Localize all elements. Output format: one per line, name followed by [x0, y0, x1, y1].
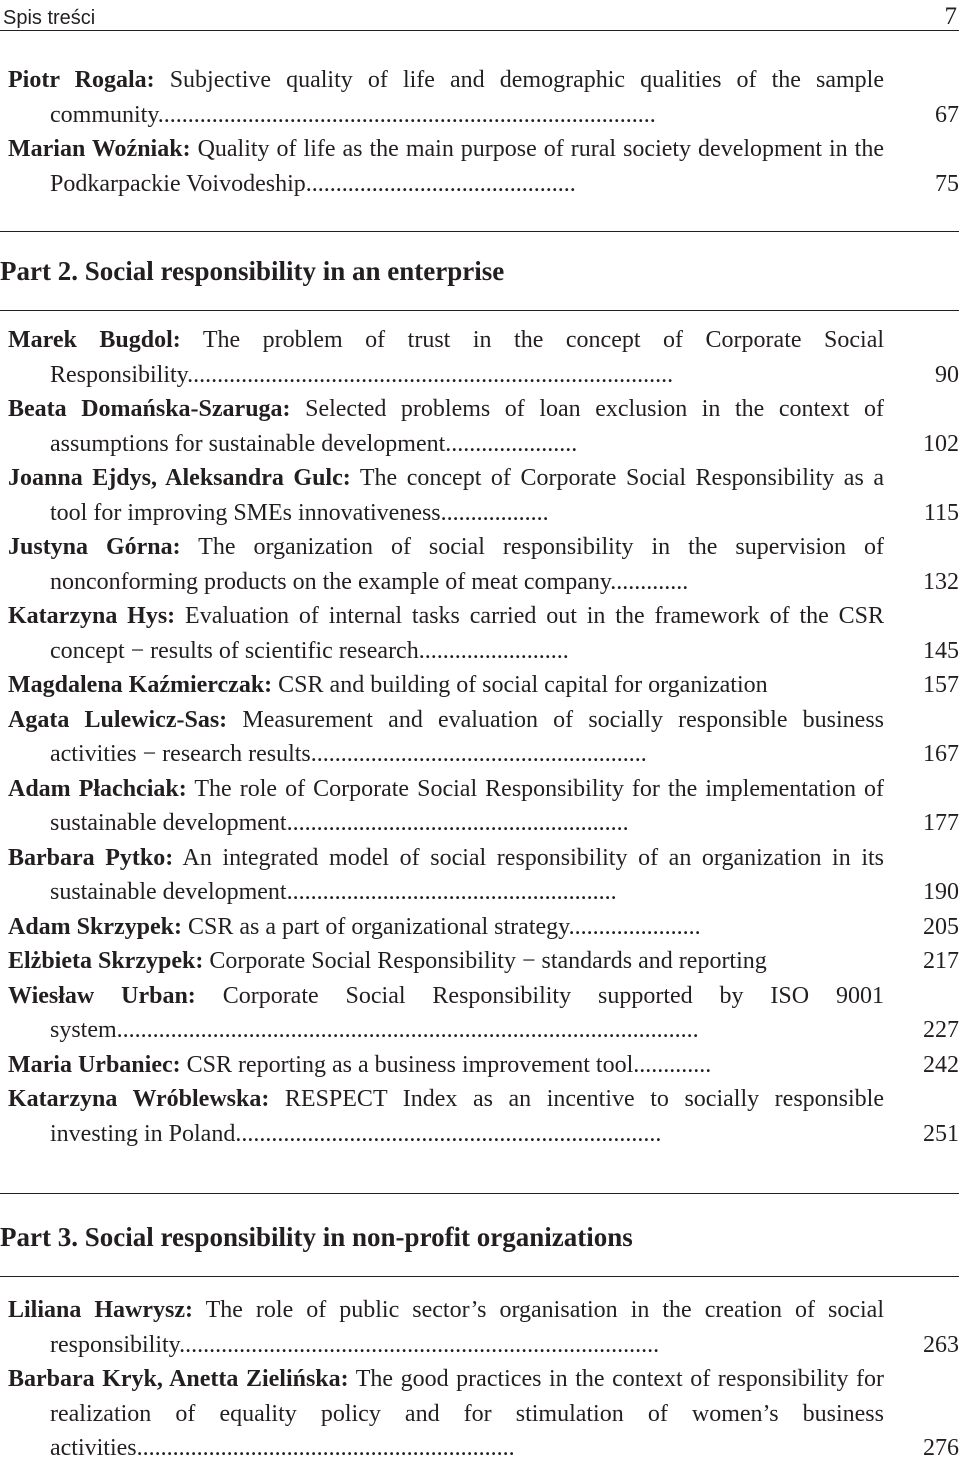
part-3-entries — [8, 1293, 959, 1466]
entry-title: The problem of trust in the concept of Corporate Social Responsibility — [50, 327, 885, 388]
entry-page: 157 — [923, 672, 959, 698]
toc-entry[interactable] — [8, 1082, 959, 1151]
entry-leader: ............................................. — [305, 170, 576, 197]
toc-entry[interactable] — [8, 132, 959, 201]
entry-title: Corporate Social Responsibility supported by ISO 9001 system — [50, 982, 884, 1043]
entry-title: CSR as a part of organizational strategy — [182, 913, 569, 940]
part-2-title: Part 2. Social responsibility in an enterprise — [0, 256, 505, 286]
entry-page: 145 — [923, 637, 959, 664]
entry-page: 263 — [923, 1331, 959, 1358]
entry-author: Adam Płachciak: — [8, 775, 187, 802]
entry-page: 75 — [935, 170, 959, 197]
entry-author: Marian Woźniak: — [8, 136, 191, 162]
entry-author: Maria Urbaniec: — [8, 1051, 181, 1078]
entry-leader: ...................... — [445, 430, 578, 457]
entry-author: Piotr Rogala: — [8, 67, 155, 93]
toc-entry[interactable] — [8, 772, 959, 841]
entry-author: Elżbieta Skrzypek: — [8, 948, 204, 974]
entry-page: 217 — [923, 948, 959, 974]
toc-entry[interactable] — [8, 530, 959, 599]
entry-leader: ......................................................... — [286, 810, 629, 836]
entry-page: 276 — [923, 1435, 959, 1461]
header-page-number: 7 — [944, 3, 957, 30]
entry-leader: ................................................................................. — [187, 361, 674, 388]
entry-title: The role of public sector’s organisation in the creation of social responsibility — [50, 1297, 885, 1358]
entry-page: 177 — [923, 810, 959, 836]
running-header — [0, 0, 959, 31]
entry-title: CSR reporting as a business improvement tool — [180, 1051, 634, 1078]
entry-author: Magdalena Kaźmierczak: — [8, 672, 273, 698]
entry-author: Marek Bugdol: — [8, 327, 181, 353]
entry-title: Measurement and evaluation of socially responsible business activities − research results — [50, 706, 884, 767]
section-divider — [0, 310, 959, 311]
toc-entry[interactable] — [8, 979, 959, 1048]
entry-author: Katarzyna Hys: — [8, 603, 176, 629]
entry-page: 227 — [923, 1017, 959, 1043]
entry-author: Barbara Kryk, Anetta Zielińska: — [8, 1366, 349, 1392]
entry-title: The concept of Corporate Social Responsibility as a tool for improving SMEs innovativeness — [50, 465, 884, 526]
entry-title: Selected problems of loan exclusion in the context of assumptions for sustainable development — [50, 396, 884, 457]
entry-leader: ................................................................................ — [179, 1331, 660, 1358]
toc-entry[interactable] — [8, 944, 959, 979]
entry-leader: ............. — [610, 568, 689, 595]
toc-entry[interactable] — [8, 910, 959, 945]
entry-page: 167 — [923, 741, 959, 767]
entry-page: 115 — [923, 499, 959, 526]
entry-title: Quality of life as the main purpose of rural society development in the Podkarpackie Voivodeship — [50, 136, 884, 197]
entry-leader: ....................................................................... — [235, 1120, 662, 1147]
toc-entry[interactable] — [8, 599, 959, 668]
entry-author: Liliana Hawrysz: — [8, 1297, 194, 1323]
toc-entry[interactable] — [8, 392, 959, 461]
section-divider — [0, 231, 959, 232]
toc-entry[interactable] — [8, 63, 959, 132]
entry-author: Barbara Pytko: — [8, 844, 174, 871]
entry-page: 251 — [923, 1120, 959, 1147]
entry-author: Joanna Ejdys, Aleksandra Gulc: — [8, 465, 351, 491]
section-divider — [0, 1276, 959, 1277]
entry-leader: ............................................................... — [136, 1435, 515, 1461]
part-2-entries — [8, 323, 959, 1151]
entry-title: The role of Corporate Social Responsibility for the implementation of sustainable development — [50, 775, 884, 836]
toc-entry[interactable] — [8, 703, 959, 772]
entry-page: 90 — [935, 361, 959, 388]
entry-title: The good practices in the context of responsibility for realization of equality policy and for stimulation of women’s business activities — [50, 1366, 884, 1461]
entry-page: 190 — [923, 879, 959, 905]
toc-entry[interactable] — [8, 461, 959, 530]
entry-author: Beata Domańska-Szaruga: — [8, 396, 291, 422]
entry-author: Wiesław Urban: — [8, 982, 196, 1009]
entry-page: 132 — [923, 568, 959, 595]
continued-entries — [8, 63, 959, 201]
entry-author: Adam Skrzypek: — [8, 913, 183, 940]
entry-leader: ........................................................ — [310, 741, 647, 767]
entry-leader: ................................................................................... — [157, 101, 656, 128]
entry-title: RESPECT Index as an incentive to socially responsible investing in Poland — [50, 1086, 884, 1147]
entry-author: Katarzyna Wróblewska: — [8, 1086, 270, 1112]
entry-author: Justyna Górna: — [8, 534, 181, 560]
toc-entry[interactable] — [8, 841, 959, 910]
entry-title: An integrated model of social responsibility of an organization in its sustainable development — [50, 844, 885, 905]
entry-leader: ....................................................... — [286, 879, 617, 905]
entry-page: 102 — [923, 430, 959, 457]
entry-title: Subjective quality of life and demographic qualities of the sample community — [50, 67, 885, 128]
entry-page: 205 — [923, 913, 959, 940]
toc-entry[interactable] — [8, 323, 959, 392]
toc-entry[interactable] — [8, 1048, 959, 1083]
entry-leader: ............. — [633, 1051, 712, 1078]
toc-entry[interactable] — [8, 1362, 959, 1466]
entry-page: 67 — [935, 101, 959, 128]
toc-entry[interactable] — [8, 668, 959, 703]
entry-title: Evaluation of internal tasks carried out in the framework of the CSR concept − results of scientific research — [50, 603, 885, 664]
section-divider — [0, 1193, 959, 1194]
header-title: Spis treści — [3, 7, 96, 29]
entry-author: Agata Lulewicz-Sas: — [8, 706, 228, 733]
entry-title: Corporate Social Responsibility − standards and reporting — [203, 948, 767, 974]
entry-title: The organization of social responsibility in the supervision of nonconforming products on the example of meat company — [50, 534, 884, 595]
entry-leader: ......................... — [418, 637, 569, 664]
entry-leader: ................................................................................................. — [116, 1017, 699, 1043]
part-3-title: Part 3. Social responsibility in non-profit organizations — [0, 1222, 633, 1252]
entry-leader: ...................... — [568, 913, 701, 940]
entry-page: 242 — [923, 1051, 959, 1078]
entry-leader: .................. — [440, 499, 549, 526]
toc-entry[interactable] — [8, 1293, 959, 1362]
entry-title: CSR and building of social capital for organization — [272, 672, 768, 698]
